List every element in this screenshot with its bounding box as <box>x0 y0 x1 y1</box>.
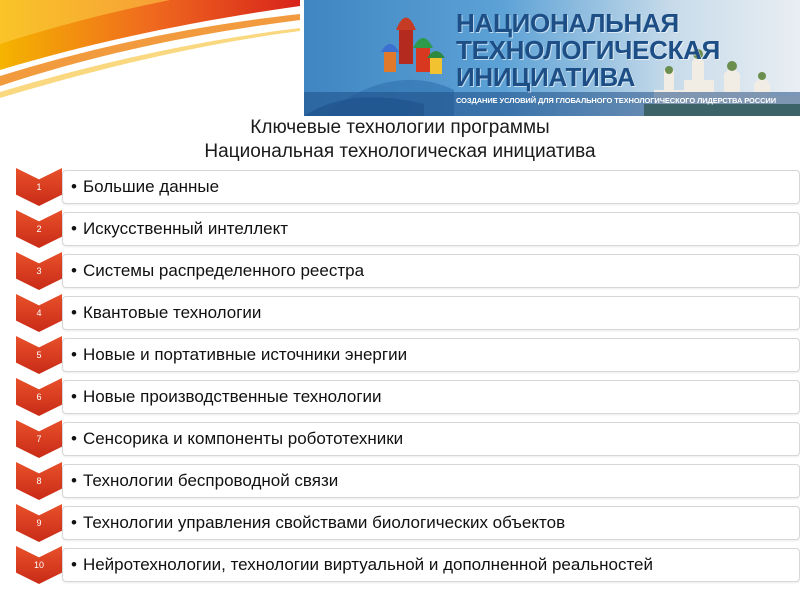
item-card <box>62 464 800 498</box>
item-number: 10 <box>33 560 44 570</box>
banner-title-line: ИНИЦИАТИВА <box>456 62 636 92</box>
item-text: Технологии беспроводной связи <box>82 471 339 490</box>
list-item <box>16 170 800 204</box>
item-text: Новые и портативные источники энергии <box>82 345 408 364</box>
item-card <box>62 296 800 330</box>
nti-banner <box>304 0 800 116</box>
bullet-icon: • <box>71 261 77 280</box>
bullet-icon: • <box>71 513 77 532</box>
item-card <box>62 548 800 582</box>
bullet-icon: • <box>71 387 77 406</box>
bullet-icon: • <box>71 429 77 448</box>
banner-title-line: НАЦИОНАЛЬНАЯ <box>456 8 679 38</box>
list-item <box>16 548 800 582</box>
item-card <box>62 380 800 414</box>
item-number: 4 <box>36 308 42 318</box>
banner-title <box>456 10 720 91</box>
slide-title-line-2: Национальная технологическая инициатива <box>204 141 596 162</box>
bullet-icon: • <box>71 177 77 196</box>
list-item <box>16 254 800 288</box>
item-text: Новые производственные технологии <box>82 387 382 406</box>
item-text: Искусственный интеллект <box>82 219 288 238</box>
item-number: 2 <box>36 224 42 234</box>
item-number: 3 <box>36 266 42 276</box>
list-item <box>16 338 800 372</box>
list-item <box>16 212 800 246</box>
item-number: 5 <box>36 350 42 360</box>
bullet-icon: • <box>71 303 77 322</box>
list-item <box>16 464 800 498</box>
bullet-icon: • <box>71 471 77 490</box>
slide-title <box>0 116 800 164</box>
list-item <box>16 296 800 330</box>
bullet-icon: • <box>71 345 77 364</box>
item-card <box>62 422 800 456</box>
item-number: 9 <box>36 518 42 528</box>
item-text: Большие данные <box>82 177 220 196</box>
item-number: 8 <box>36 476 42 486</box>
item-number: 6 <box>36 392 42 402</box>
item-card <box>62 338 800 372</box>
list-item <box>16 380 800 414</box>
item-card <box>62 212 800 246</box>
list-item <box>16 422 800 456</box>
item-text: Технологии управления свойствами биологических объектов <box>82 513 566 532</box>
item-number: 1 <box>36 182 42 192</box>
banner-subtitle: СОЗДАНИЕ УСЛОВИЙ ДЛЯ ГЛОБАЛЬНОГО ТЕХНОЛОГИЧЕСКОГО ЛИДЕРСТВА РОССИИ <box>456 96 776 105</box>
bullet-icon: • <box>71 219 77 238</box>
item-text: Сенсорика и компоненты робототехники <box>82 429 404 448</box>
technology-list <box>16 170 800 590</box>
item-text: Квантовые технологии <box>82 303 262 322</box>
bullet-icon: • <box>71 555 77 574</box>
decorative-swoosh <box>0 0 300 120</box>
item-text: Нейротехнологии, технологии виртуальной и дополненной реальностей <box>82 555 654 574</box>
item-text: Системы распределенного реестра <box>82 261 365 280</box>
list-item <box>16 506 800 540</box>
slide-title-line-1: Ключевые технологии программы <box>250 117 550 138</box>
banner-title-line: ТЕХНОЛОГИЧЕСКАЯ <box>456 35 721 65</box>
item-card <box>62 506 800 540</box>
item-card <box>62 170 800 204</box>
item-number: 7 <box>36 434 42 444</box>
item-card <box>62 254 800 288</box>
